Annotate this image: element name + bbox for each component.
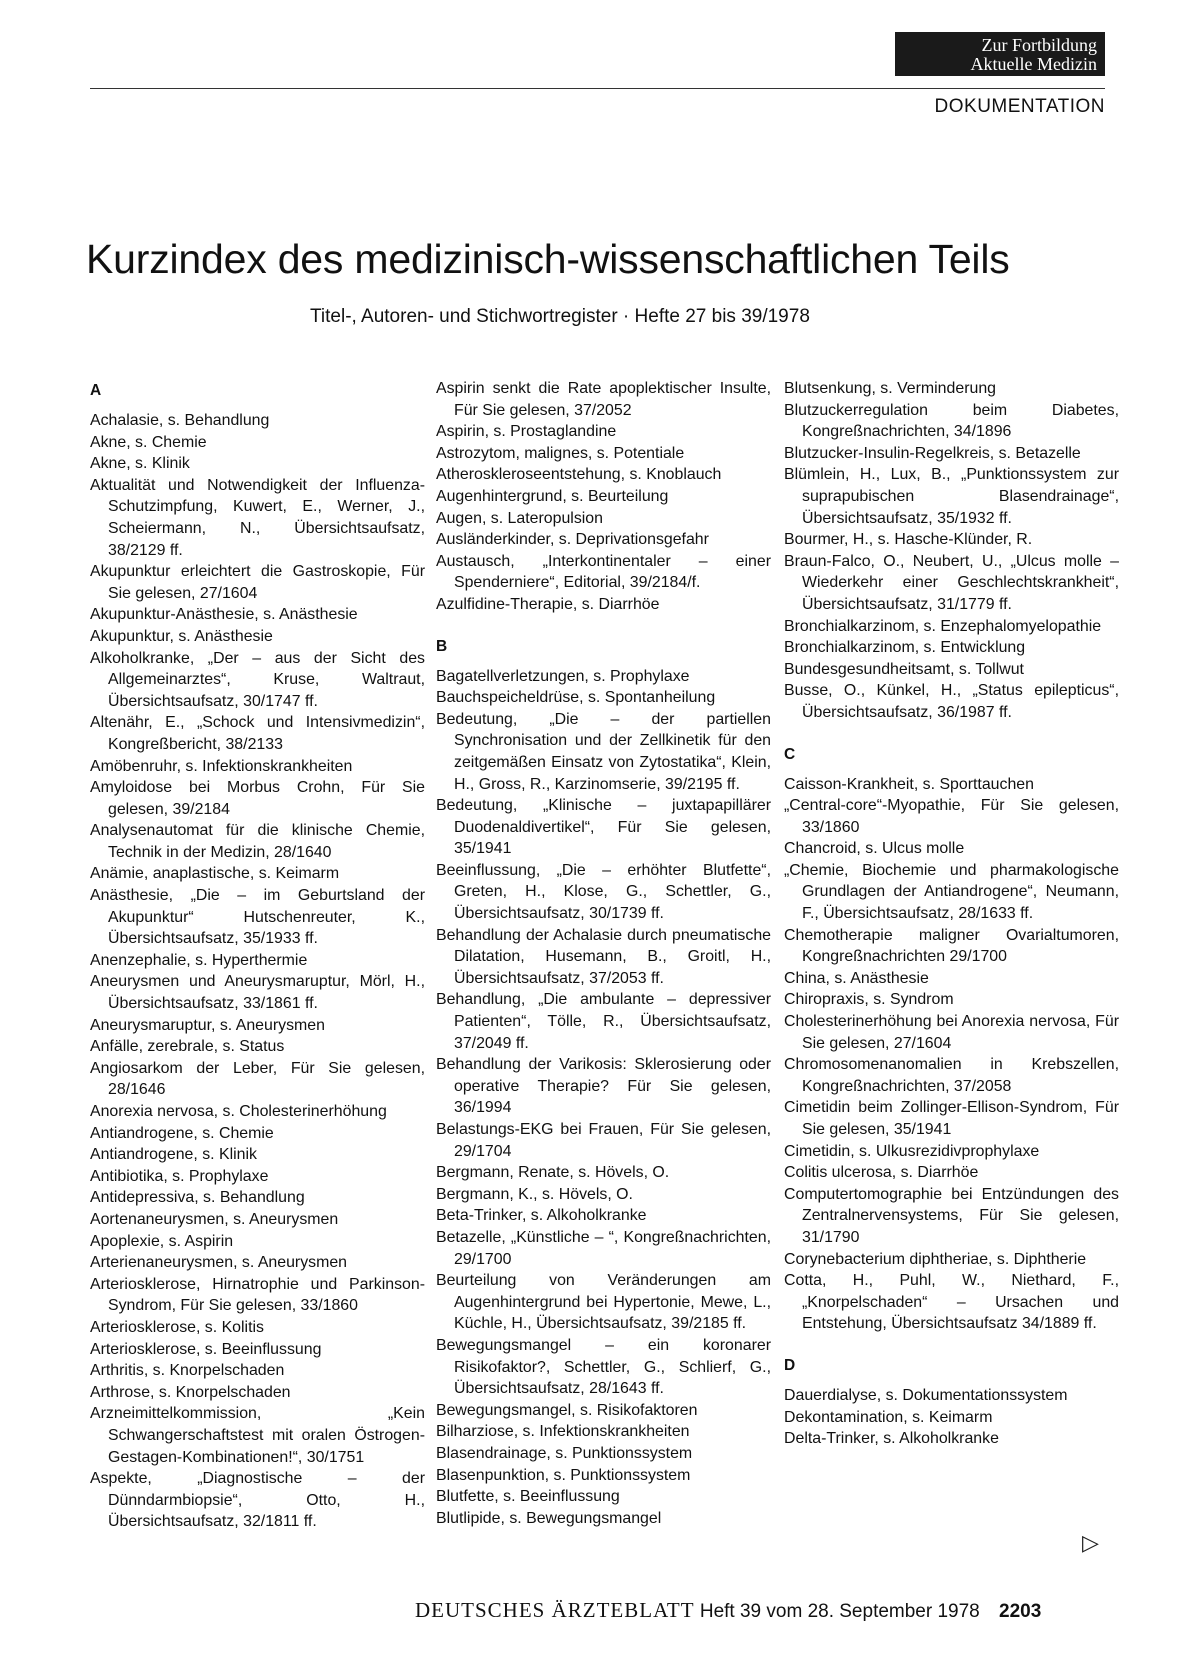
index-entry: Achalasie, s. Behandlung [90,412,270,429]
index-entry: Behandlung, „Die ambulante – depressiver Patienten“, Tölle, R., Übersichtsaufsatz, 37/2049 ff. [436,991,771,1052]
index-entry: Akne, s. Chemie [90,433,207,451]
index-entry: Aneurysmen und Aneurysmaruptur, Mörl, H., Übersichtsaufsatz, 33/1861 ff. [90,973,425,1013]
index-entry: Azulfidine-Therapie, s. Diarrhöe [436,595,660,613]
index-entry: Astrozytom, malignes, s. Potentiale [436,444,685,462]
index-entry: Behandlung der Achalasie durch pneumatische Dilatation, Husemann, B., Groitl, H., Übersichtsaufsatz, 37/2053 ff. [436,926,771,987]
index-entry: Aspekte, „Diagnostische – der Dünndarmbiopsie“, Otto, H., Übersichtsaufsatz, 32/1811 ff. [90,1470,425,1531]
index-entry: „Central-core“-Myopathie, Für Sie gelesen, 33/1860 [784,797,1119,836]
index-column-3 [784,378,1119,1450]
index-entry: Bergmann, Renate, s. Hövels, O. [436,1164,670,1182]
index-entry: Arthrose, s. Knorpelschaden [90,1383,291,1401]
index-entry: Anästhesie, „Die – im Geburtsland der Akupunktur“ Hutschenreuter, K., Übersichtsaufsatz, 35/1933 ff. [90,887,425,948]
index-entry: Cimetidin beim Zollinger-Ellison-Syndrom, Für Sie gelesen, 35/1941 [784,1099,1119,1138]
index-entry: Bagatellverletzungen, s. Prophylaxe [436,667,690,685]
index-entry: Bourmer, H., s. Hasche-Klünder, R. [784,531,1033,549]
index-entry: Bundesgesundheitsamt, s. Tollwut [784,660,1024,678]
index-entry: Arteriosklerose, Hirnatrophie und Parkinson-Syndrom, Für Sie gelesen, 33/1860 [90,1275,425,1315]
index-entry: Amöbenruhr, s. Infektionskrankheiten [90,757,353,775]
index-entry: Aktualität und Notwendigkeit der Influenza-Schutzimpfung, Kuwert, E., Werner, J., Scheiermann, N., Übersichtsaufsatz, 38/2129 ff. [90,476,425,559]
index-entry: Bedeutung, „Klinische – juxtapapillärer Duodenaldivertikel“, Für Sie gelesen, 35/1941 [436,797,771,858]
section-gap [436,616,771,630]
index-entry: Bewegungsmangel, s. Risikofaktoren [436,1401,698,1419]
index-letter-heading: C [784,745,796,763]
page-number: 2203 [999,1601,1042,1622]
index-entry: Computertomographie bei Entzündungen des Zentralnervensystems, Für Sie gelesen, 31/1790 [784,1185,1119,1246]
issue-info: Heft 39 vom 28. September 1978 [699,1601,980,1622]
section-label: DOKUMENTATION [934,96,1105,117]
journal-name: DEUTSCHES ÄRZTEBLATT [415,1598,695,1622]
index-entry: Aneurysmaruptur, s. Aneurysmen [90,1016,325,1034]
index-letter-heading: B [436,637,448,655]
index-entry: Akupunktur-Anästhesie, s. Anästhesie [90,606,358,624]
section-gap [784,724,1119,738]
index-entry: Anorexia nervosa, s. Cholesterinerhöhung [90,1103,387,1120]
index-entry: Betazelle, „Künstliche – “, Kongreßnachrichten, 29/1700 [436,1228,771,1268]
index-entry: Austausch, „Interkontinentaler – einer Spenderniere“, Editorial, 39/2184/f. [436,552,771,592]
index-entry: Chiropraxis, s. Syndrom [784,991,954,1009]
index-entry: Apoplexie, s. Aspirin [90,1232,234,1250]
index-entry: Arteriosklerose, s. Kolitis [90,1318,264,1336]
index-entry: Cotta, H., Puhl, W., Niethard, F., „Knorpelschaden“ – Ursachen und Entstehung, Übersichtsaufsatz 34/1889 ff. [784,1272,1119,1333]
page-title: Kurzindex des medizinisch-wissenschaftlichen Teils [86,236,1010,282]
continue-triangle-icon: ▷ [1082,1530,1099,1555]
index-entry: Anfälle, zerebrale, s. Status [90,1038,285,1056]
index-entry: Ausländerkinder, s. Deprivationsgefahr [436,531,709,549]
index-entry: Chancroid, s. Ulcus molle [784,840,965,858]
index-entry: Bilharziose, s. Infektionskrankheiten [436,1423,690,1441]
index-entry: Aspirin, s. Prostaglandine [436,423,617,441]
index-entry: Beurteilung von Veränderungen am Augenhintergrund bei Hypertonie, Mewe, L., Küchle, H., Übersichtsaufsatz, 39/2185 ff. [436,1272,771,1333]
index-entry: Augenhintergrund, s. Beurteilung [436,487,669,505]
index-entry: Blasenpunktion, s. Punktionssystem [436,1466,691,1484]
index-entry: Antibiotika, s. Prophylaxe [90,1167,269,1185]
index-entry: Dauerdialyse, s. Dokumentationssystem [784,1386,1068,1404]
index-entry: Akupunktur, s. Anästhesie [90,627,273,645]
index-entry: Aspirin senkt die Rate apoplektischer Insulte, Für Sie gelesen, 37/2052 [436,380,771,419]
index-entry: Akupunktur erleichtert die Gastroskopie, Für Sie gelesen, 27/1604 [90,563,425,602]
index-entry: Blutsenkung, s. Verminderung [784,380,997,397]
index-entry: Bronchialkarzinom, s. Enzephalomyelopathie [784,617,1102,635]
index-entry: Blümlein, H., Lux, B., „Punktionssystem zur suprapubischen Blasendrainage“, Übersichtsaufsatz, 35/1932 ff. [784,466,1119,527]
index-entry: Delta-Trinker, s. Alkoholkranke [784,1430,999,1448]
index-entry: Caisson-Krankheit, s. Sporttauchen [784,775,1034,793]
index-entry: Chromosomenanomalien in Krebszellen, Kongreßnachrichten, 37/2058 [784,1056,1119,1095]
index-entry: Arzneimittelkommission, „Kein Schwangerschaftstest mit oralen Östrogen-Gestagen-Kombinationen!“, 30/1751 [90,1405,425,1466]
index-entry: Bedeutung, „Die – der partiellen Synchronisation und der Zellkinetik für den zeitgemäßen Einsatz von Zytostatika“, Klein, H., Gross, R., Karzinomserie, 39/2195 ff. [436,710,771,793]
index-entry: Analysenautomat für die klinische Chemie, Technik in der Medizin, 28/1640 [90,822,425,861]
index-entry: Arterienaneurysmen, s. Aneurysmen [90,1254,348,1272]
index-entry: Blutzuckerregulation beim Diabetes, Kongreßnachrichten, 34/1896 [784,401,1119,441]
index-entry: Corynebacterium diphtheriae, s. Diphtherie [784,1250,1087,1268]
index-entry: Belastungs-EKG bei Frauen, Für Sie gelesen, 29/1704 [436,1121,771,1160]
index-entry: Busse, O., Künkel, H., „Status epilepticus“, Übersichtsaufsatz, 36/1987 ff. [784,682,1119,721]
index-entry: China, s. Anästhesie [784,969,929,987]
section-badge [895,32,1105,76]
index-letter-heading: D [784,1356,796,1374]
page-subtitle: Titel-, Autoren- und Stichwortregister · Hefte 27 bis 39/1978 [310,306,810,327]
index-entry: Beta-Trinker, s. Alkoholkranke [436,1207,647,1225]
index-entry: Colitis ulcerosa, s. Diarrhöe [784,1164,979,1182]
index-letter-heading: A [90,382,102,399]
index-entry: Cholesterinerhöhung bei Anorexia nervosa, Für Sie gelesen, 27/1604 [784,1013,1119,1052]
index-entry: Bewegungsmangel – ein koronarer Risikofaktor?, Schettler, G., Schlierf, G., Übersichtsaufsatz, 28/1643 ff. [436,1336,771,1398]
index-entry: Antidepressiva, s. Behandlung [90,1189,305,1207]
index-entry: Blutlipide, s. Bewegungsmangel [436,1509,662,1527]
index-entry: Chemotherapie maligner Ovarialtumoren, Kongreßnachrichten 29/1700 [784,926,1119,966]
index-entry: Blutfette, s. Beeinflussung [436,1488,620,1506]
index-entry: Braun-Falco, O., Neubert, U., „Ulcus molle – Wiederkehr einer Geschlechtskrankheit“, Übersichtsaufsatz, 31/1779 ff. [784,552,1119,613]
index-entry: Dekontamination, s. Keimarm [784,1408,993,1426]
index-entry: Bronchialkarzinom, s. Entwicklung [784,639,1026,657]
index-entry: Antiandrogene, s. Klinik [90,1146,257,1164]
index-entry: „Chemie, Biochemie und pharmakologische Grundlagen der Antiandrogene“, Neumann, F., Übersichtsaufsatz, 28/1633 ff. [784,861,1119,923]
index-column-1 [90,380,425,1533]
index-entry: Bergmann, K., s. Hövels, O. [436,1185,633,1203]
index-column-2 [436,378,771,1529]
index-entry: Alkoholkranke, „Der – aus der Sicht des Allgemeinarztes“, Kruse, Waltraut, Übersichtsaufsatz, 30/1747 ff. [90,649,425,710]
section-gap [784,1335,1119,1349]
index-entry: Altenähr, E., „Schock und Intensivmedizin“, Kongreßbericht, 38/2133 [90,714,425,753]
index-entry: Aortenaneurysmen, s. Aneurysmen [90,1210,339,1228]
index-entry: Angiosarkom der Leber, Für Sie gelesen, 28/1646 [90,1059,425,1099]
index-entry: Beeinflussung, „Die – erhöhter Blutfette“, Greten, H., Klose, G., Schettler, G., Übersichtsaufsatz, 30/1739 ff. [436,861,771,923]
index-entry: Augen, s. Lateropulsion [436,509,603,527]
index-entry: Behandlung der Varikosis: Sklerosierung oder operative Therapie? Für Sie gelesen, 36/1994 [436,1056,771,1117]
index-entry: Anämie, anaplastische, s. Keimarm [90,865,340,883]
header-rule [90,88,1105,89]
index-entry: Antiandrogene, s. Chemie [90,1124,274,1142]
index-entry: Atheroskleroseentstehung, s. Knoblauch [436,466,722,484]
badge-line-2: Aktuelle Medizin [970,54,1097,74]
index-entry: Bauchspeicheldrüse, s. Spontanheilung [436,689,716,707]
page-footer [415,1598,1041,1623]
index-entry: Arthritis, s. Knorpelschaden [90,1362,285,1380]
index-entry: Akne, s. Klinik [90,455,190,473]
badge-line-1: Zur Fortbildung [981,35,1097,55]
index-entry: Blutzucker-Insulin-Regelkreis, s. Betazelle [784,444,1081,462]
index-entry: Cimetidin, s. Ulkusrezidivprophylaxe [784,1142,1040,1160]
index-entry: Blasendrainage, s. Punktionssystem [436,1444,693,1462]
index-entry: Arteriosklerose, s. Beeinflussung [90,1340,322,1358]
index-entry: Anenzephalie, s. Hyperthermie [90,951,308,969]
index-entry: Amyloidose bei Morbus Crohn, Für Sie gelesen, 39/2184 [90,779,425,818]
